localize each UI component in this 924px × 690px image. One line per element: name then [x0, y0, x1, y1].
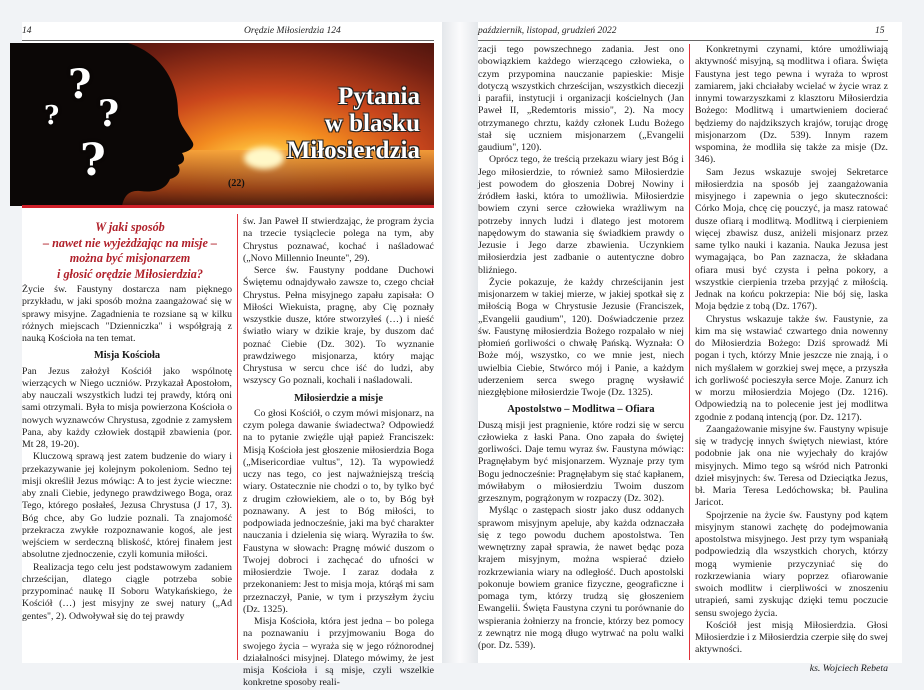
hero-banner [22, 43, 434, 206]
paragraph: Misja Kościoła, która jest jedna – bo polega na poznawaniu i przyjmowaniu Boga do swojego życia – wyraża się w jego różnorodnej działalności misyjnej. Dlatego mówimy, że jest misja Kościoła i są misje, czyli wszelkie konkretne sposoby reali- [243, 616, 434, 689]
hero-title: Pytania w blasku Miłosierdzia [286, 83, 420, 164]
column-rule [689, 44, 690, 660]
section-heading: Miłosierdzie a misje [294, 392, 383, 404]
paragraph: Spojrzenie na życie św. Faustyny pod kątem misyjnym stanowi zachętę do podejmowania apostolstwa misyjnego. Jest przy tym wspaniałą podpowiedzią dla wszystkich chorych, którzy mogą wymienie przyczyniać się do rozkrzewiania wiary poprzez ofiarowanie swoich modlitw i cierpliwości w znoszeniu utrapień, sami zyskując dzięki temu poczucie sensu swojego życia. [695, 509, 888, 619]
right-page [478, 22, 902, 674]
article-column [22, 284, 232, 623]
header-rule [22, 40, 434, 41]
column-rule [237, 214, 238, 660]
intro-question: W jaki sposób – nawet nie wyjeżdżając na misje – można być misjonarzem i głosić orędzie Miłosierdzia? [42, 220, 217, 281]
paragraph: Życie pokazuje, że każdy chrześcijanin jest misjonarzem w takiej mierze, w jakiej spotkał się z miłością Boga w Chrystusie Jezusie (Franciszek, „Evangelii gaudium", 120). Doświadczenie przez św. Faustynę miłosierdzia Bożego rozpalało w niej płomień gorliwości o chwałę Pańską. Wyznała: O Boże mój, wszystko, co we mnie jest, niech uwielbia Ciebie, Stwórco mój i Panie, a każdym uderzeniem serca swego pragnę wysławić niezgłębione miłosierdzie Twoje (Dz. 1325). [478, 276, 684, 398]
paragraph: Duszą misji jest pragnienie, które rodzi się w sercu człowieka z łaski Pana. Ono zapała do świętej gorliwości. Daje temu wyraz św. Faustyna mówiąc: Pragnęłabym być misjonarzem. Wyznaje przy tym Bogu jednocześnie: Pragnęłabym się stać kapłanem, mówiłabym o miłosierdziu Twoim duszom grzesznym, pogrążonym w rozpaczy (Dz. 302). [478, 419, 684, 504]
section-heading: Misja Kościoła [93, 350, 161, 362]
article-column [478, 44, 684, 652]
paragraph: Oprócz tego, że treścią przekazu wiary jest Bóg i Jego miłosierdzie, to również samo Miłosierdzie jest powodem do głoszenia Dobrej Nowiny i źródłem łaski, która to umożliwia. Miłosierdzie bowiem czyni serce człowieka wrażliwym na potrzeby innych ludzi i dlatego jest motorem napędowym do stawania się świadkiem prawdy o Jezusie i Jego darze zbawienia. Uczynkiem miłosierdzia jest zadbanie o autentyczne dobro bliźniego. [478, 154, 684, 276]
paragraph: Myśląc o zastępach siostr jako dusz oddanych sprawom misyjnym apeluje, aby każda odznaczała się z tego powodu duchem apostolstwa. Ten wewnętrzny zapał sprawia, że nawet będąc poza krajem misyjnym, można wspierać dzieło rozkrzewiania wiary na odległość. Duch apostolski pokonuje bowiem granice fizyczne, geograficzne i pomaga tym, którzy trudzą się głoszeniem Ewangelii. Święta Faustyna czyni tu porównanie do wspierania żołnierzy na froncie, którzy bez pomocy z zewnątrz nie mogą długo wytrwać na polu walki (por. Dz. 539). [478, 505, 684, 651]
question-mark-icon: ? [44, 101, 60, 131]
paragraph: zacji tego powszechnego zadania. Jest ono obowiązkiem każdego wierzącego człowieka, o czym przypomina nauczanie papieskie: Misje dotyczą wszystkich chrześcijan, wszystkich diecezji i parafii, instytucji i organizacji kościelnych (Jan Paweł II, „Redemtoris missio", 2). Na mocy otrzymanego chrztu, każdy członek Ludu Bożego stał się uczniem misjonarzem („Evangelii gaudium", 120). [478, 44, 684, 153]
paragraph: Kościół jest misją Miłosierdzia. Głosi Miłosierdzie i z Miłosierdzia czerpie siłę do swej aktywności. [695, 619, 888, 656]
paragraph: Życie św. Faustyny dostarcza nam pięknego przykładu, w jaki sposób można zaangażować się w sprawy misyjne. Zagadnienia te rozsiane są w kilku różnych miejscach "Dzienniczka" i współgrają z nauką Kościoła na ten temat. [22, 284, 232, 344]
page-number: 15 [875, 26, 885, 36]
paragraph: Chrystus wskazuje także św. Faustynie, za kim ma się wstawiać czwartego dnia nowenny do Miłosierdzia Bożego: Dziś sprowadź Mi pogan i tych, którzy Mnie jeszcze nie znają, i o nich myślałem w gorzkiej swej męce, a przyszła ich gorliwość pocieszyła serce Moje. Zanurz ich w morzu miłosierdzia Mojego (Dz. 1216). Odpowiedzią na to polecenie jest jej modlitwa zgodnie z podaną intencją (por. Dz. 1217). [695, 313, 888, 423]
page-header-date: październik, listopad, grudzień 2022 [478, 26, 617, 36]
paragraph: Pan Jezus założył Kościół jako wspólnotę wierzących w Niego uczniów. Przykazał Apostołom, aby nauczali wszystkich ludzi tej prawdy, którą oni sami otrzymali. Była to misja powierzona Kościoła o nowych wyznawców Chrystusa, zgodnie z zamysłem Pana, aby każdy człowiek dostąpił zbawienia (por. Mt 28, 19-20). [22, 365, 232, 450]
paragraph: Konkretnymi czynami, które umożliwiają aktywność misyjną, są modlitwa i ofiara. Święta Faustyna jest tego pewna i wyraża to wprost zamiarem, jaki chciałaby wcielać w życie wraz z innymi towarzyszkami z klasztoru Miłosierdzia Bożego: Modlitwą i umartwieniem docierać będziemy do najdzikszych krajów, torując drogę misjonarzom (Dz. 539). Innym razem wspomina, że modliła się także za misje (Dz. 346). [695, 44, 888, 166]
page-number: 14 [22, 26, 32, 36]
paragraph: Zaangażowanie misyjne św. Faustyny wpisuje się w tradycję innych świętych niewiast, które podobnie jak ona nie wyjechały do krajów misyjnych. Mimo tego są wśród nich Patronki dzieł misyjnych: św. Teresa od Dzieciątka Jezus, bł. Maria Teresa Ledóchowska; bł. Paulina Jaricot. [695, 423, 888, 509]
question-mark-icon: ? [98, 93, 120, 135]
question-mark-icon: ? [80, 135, 106, 186]
paragraph: Serce św. Faustyny poddane Duchowi Świętemu odnajdywało zawsze to, czego chciał Chrystus. Pełna misyjnego zapału zapisała: O Miłości Wiekuista, pragnę, aby Cię poznały wszystkie dusze, które stworzyłeś (…) i nieść światło wiary w dzikie kraje, by duszom dać poznać Ciebie (Dz. 302). To wyznanie prawdziwego misjonarza, który mając Chrystusa w sercu chce iść do ludzi, aby wszyscy Go poznali, kochali i naśladowali. [243, 265, 434, 387]
question-mark-icon: ? [68, 61, 92, 108]
red-divider [22, 205, 434, 208]
section-heading: Apostolstwo – Modlitwa – Ofiara [507, 404, 655, 416]
article-column [695, 44, 888, 675]
sun-glow [244, 147, 284, 169]
paragraph: Co głosi Kościół, o czym mówi misjonarz, na czym polega dawanie świadectwa? Odpowiedź na to pytanie zwięźle ujął papież Franciszek: Misją Kościoła jest głoszenie miłosierdzia Boga („Misericordiae vultus", 12). Ta wypowiedź uczy nas tego, co jest najważniejszą treścią wiary. Ostatecznie nie chodzi o to, by tylko być z drugim człowiekiem, ale o to, by Bóg był poznawany. A jest to Bóg miłości, to podpowiada jednocześnie, jaki ma być charakter nauczania i dzielenia się wiarą. Wyraziła to św. Faustyna w słowach: Pragnę mówić duszom o Twojej dobroci i zachęcać do ufności w miłosierdzie Twoje. I zaraz dodała z przekonaniem: Jest to misja moja, którąś mi sam przeznaczył, Panie, w tym i przyszłym życiu (Dz. 1325). [243, 407, 435, 615]
page-gutter [442, 22, 478, 663]
paragraph: Kluczową sprawą jest zatem budzenie do wiary i przekazywanie jej kolejnym pokoleniom. Sedno tej misji określił Jezus mówiąc: A to jest życie wieczne: aby znali Ciebie, jedynego prawdziwego Boga, oraz Tego, którego posłałeś, Jezusa Chrystusa (J 17, 3). Bóg chce, aby Go ludzie poznali. Ta znajomość przekracza zwykłe rozpoznawanie kogoś, ale jest wejściem w serdeczną bliskość, której finałem jest absolutne zjednoczenie, czyli komunia miłości. [22, 451, 232, 561]
article-column [243, 216, 434, 690]
issue-number: (22) [228, 178, 245, 189]
page-header-title: Orędzie Miłosierdzia 124 [244, 26, 341, 36]
author-signature: ks. Wojciech Rebeta [809, 662, 888, 674]
left-page [22, 22, 442, 689]
paragraph: Sam Jezus wskazuje swojej Sekretarce miłosierdzia na sposób jej zaangażowania misyjnego i zapewnia o jego skuteczności: Córko Moja, chcę cię pouczyć, ja masz ratować dusze ofiarą i modlitwą. Modlitwą i cierpieniem więcej zbawisz dusz, aniżeli misjonarz przez same tylko nauki i kazania. Nauka Jezusa jest wymagająca, bo Pan zaznacza, że składana ofiara musi być czysta i pełna pokory, a wszystkie cierpienia trzeba przyjąć z miłością. Jednak na końcu pokrzepia: Nie bój się, laska Moja będzie z tobą (Dz. 1767). [695, 166, 888, 313]
paragraph: Realizacja tego celu jest podstawowym zadaniem chrześcijan, dlatego ciągle potrzeba sobie przypominać naukę II Soboru Watykańskiego, że Kościół (…) jest misyjny ze swej natury („Ad gentes", 2). Odwoływał się do tej prawdy [22, 561, 232, 622]
paragraph: św. Jan Paweł II stwierdzając, że program życia na trzecie tysiąclecie polega na tym, aby Chrystus poznawać, kochać i naśladować („Novo Millennio Ineunte", 29). [243, 216, 434, 264]
header-rule [478, 40, 888, 41]
